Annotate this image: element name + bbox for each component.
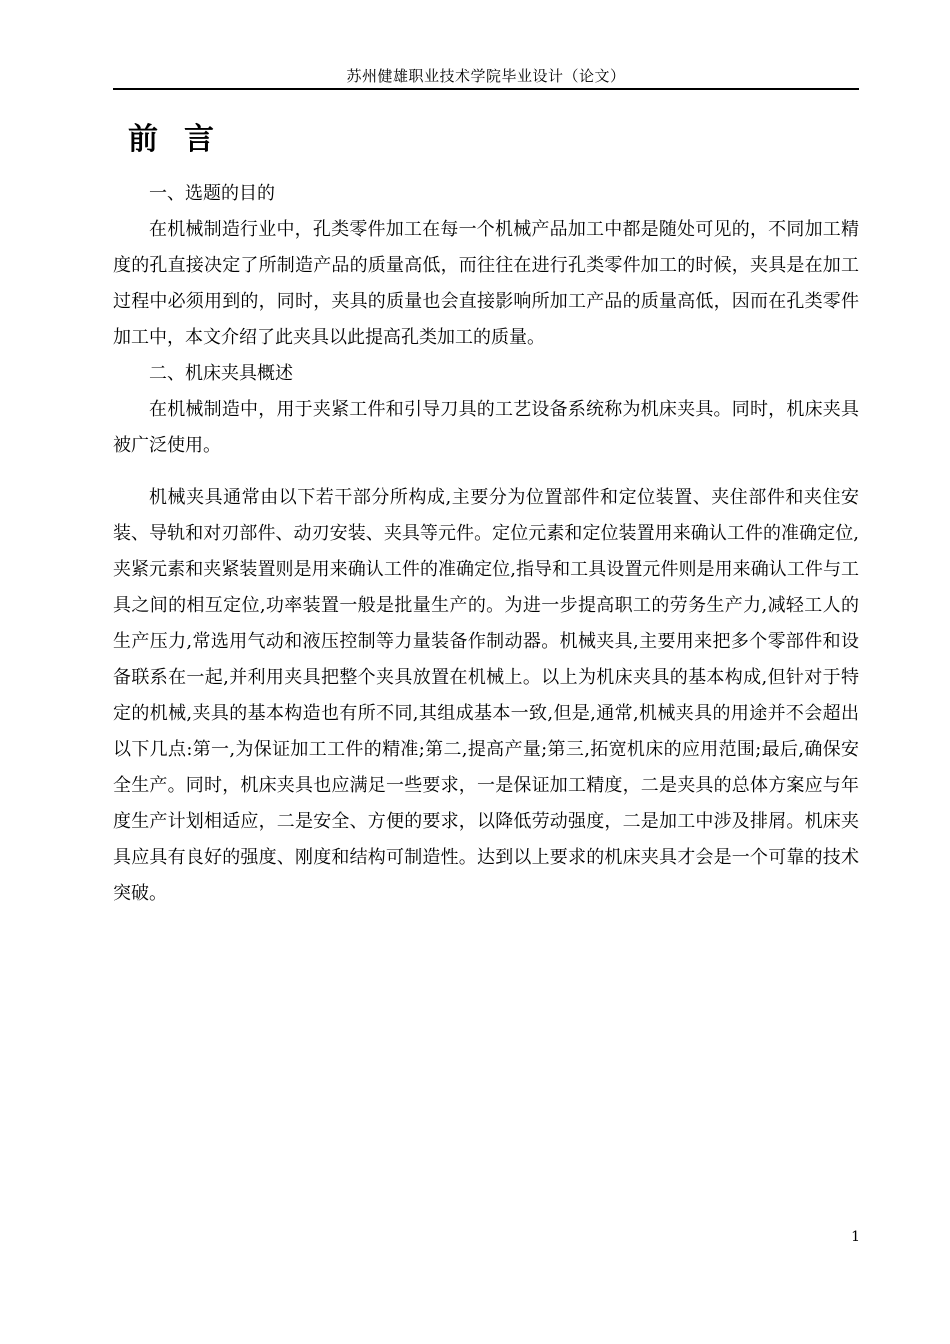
section-heading-purpose: 一、选题的目的 (149, 183, 275, 204)
header-rule (113, 88, 859, 90)
section-heading-fixture-overview: 二、机床夹具概述 (149, 363, 293, 384)
paragraph-fixture-composition: 机械夹具通常由以下若干部分所构成,主要分为位置部件和定位装置、夹住部件和夹住安装、导轨和对刃部件、动刃安装、夹具等元件。定位元素和定位装置用来确认工件的准确定位,夹紧元素和夹紧装置则是用来确认工件的准确定位,指导和工具设置元件则是用来确认工件与工具之间的相互定位,功率装置一般是批量生产的。为进一步提高职工的劳务生产力,减轻工人的生产压力,常选用气动和液压控制等力量装备作制动器。机械夹具,主要用来把多个零部件和设备联系在一起,并利用夹具把整个夹具放置在机械上。以上为机床夹具的基本构成,但针对于特定的机械,夹具的基本构造也有所不同,其组成基本一致,但是,通常,机械夹具的用途并不会超出以下几点:第一,为保证加工工件的精准;第二,提高产量;第三,拓宽机床的应用范围;最后,确保安全生产。同时，机床夹具也应满足一些要求，一是保证加工精度，二是夹具的总体方案应与年度生产计划相适应，二是安全、方便的要求，以降低劳动强度，二是加工中涉及排屑。机床夹具应具有良好的强度、刚度和结构可制造性。达到以上要求的机床夹具才会是一个可靠的技术突破。 (113, 487, 859, 904)
paragraph-purpose: 在机械制造行业中，孔类零件加工在每一个机械产品加工中都是随处可见的，不同加工精度的孔直接决定了所制造产品的质量高低，而往往在进行孔类零件加工的时候，夹具是在加工过程中必须用到的，同时，夹具的质量也会直接影响所加工产品的质量高低，因而在孔类零件加工中，本文介绍了此夹具以此提高孔类加工的质量。 (113, 219, 859, 348)
page-number: 1 (851, 1229, 860, 1245)
page-title: 前言 (128, 122, 240, 157)
paragraph-fixture-definition: 在机械制造中，用于夹紧工件和引导刀具的工艺设备系统称为机床夹具。同时，机床夹具被广泛使用。 (113, 399, 859, 456)
running-header: 苏州健雄职业技术学院毕业设计（论文） (346, 67, 626, 85)
body-content (113, 176, 859, 912)
